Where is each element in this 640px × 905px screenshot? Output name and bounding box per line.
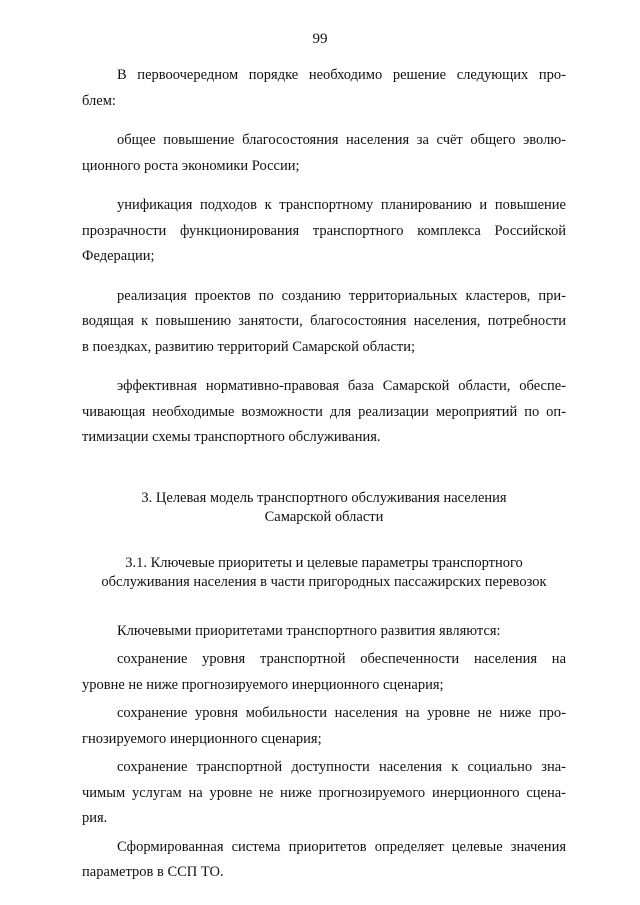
heading-line: обслуживания населения в части пригородных пассажирских перевозок <box>101 573 547 590</box>
priority-paragraph <box>82 755 566 832</box>
text-line: в поездках, развитию территорий Самарской области; <box>82 338 416 355</box>
text-line: прозрачности функционирования транспортного комплекса Российской <box>82 222 566 239</box>
text-fragment: сохранение уровня транспортной обеспеченности населения на <box>117 651 566 667</box>
text-line: блем: <box>82 92 116 109</box>
heading-line: 3. Целевая модель транспортного обслуживания населения <box>141 489 507 506</box>
text-line <box>82 701 566 727</box>
text-fragment: сохранение уровня мобильности населения на уровне не ниже про- <box>117 705 566 721</box>
text-line: Федерации; <box>82 248 155 264</box>
problem-paragraph <box>82 284 566 361</box>
text-line: параметров в ССП ТО. <box>82 864 224 880</box>
text-fragment: Ключевыми приоритетами транспортного развития являются: <box>117 622 501 639</box>
heading-line: 3.1. Ключевые приоритеты и целевые параметры транспортного <box>125 554 523 571</box>
text-line <box>82 284 566 310</box>
page-number: 99 <box>312 31 328 47</box>
text-fragment: В первоочередном порядке необходимо решение следующих про- <box>117 67 566 83</box>
problem-paragraph <box>82 374 566 451</box>
problem-paragraph <box>82 193 566 270</box>
text-fragment: общее повышение благосостояния населения за счёт общего эволю- <box>117 132 566 148</box>
text-line: водящая к повышению занятости, благосостояния населения, потребности <box>82 313 566 329</box>
text-line: ционного роста экономики России; <box>82 157 300 174</box>
text-line <box>82 619 566 645</box>
priorities-intro <box>82 619 566 645</box>
text-line <box>82 755 566 781</box>
subsection-heading <box>82 554 566 592</box>
text-line <box>82 835 566 861</box>
text-fragment: эффективная нормативно-правовая база Самарской области, обеспе- <box>117 378 566 394</box>
page-content <box>82 63 566 886</box>
text-line <box>82 193 566 219</box>
text-line: уровне не ниже прогнозируемого инерционного сценария; <box>82 676 444 693</box>
text-line: рия. <box>82 810 108 826</box>
priority-paragraph <box>82 701 566 752</box>
text-line: чимым услугам на уровне не ниже прогнозируемого инерционного сцена- <box>82 784 566 801</box>
text-fragment: сохранение транспортной доступности населения к социально зна- <box>117 759 566 775</box>
text-line <box>82 128 566 154</box>
intro-paragraph <box>82 63 566 114</box>
heading-line: Самарской области <box>264 508 384 525</box>
conclusion-paragraph <box>82 835 566 886</box>
problem-paragraph <box>82 128 566 179</box>
section-heading <box>82 489 566 527</box>
text-line <box>82 63 566 89</box>
priority-paragraph <box>82 647 566 698</box>
text-line <box>82 374 566 400</box>
text-fragment: унификация подходов к транспортному планированию и повышение <box>117 197 566 213</box>
text-line: гнозируемого инерционного сценария; <box>82 730 322 747</box>
text-line: чивающая необходимые возможности для реализации мероприятий по оп- <box>82 403 566 420</box>
text-fragment: Сформированная система приоритетов определяет целевые значения <box>117 838 566 855</box>
text-fragment: реализация проектов по созданию территориальных кластеров, при- <box>117 287 566 304</box>
text-line <box>82 647 566 673</box>
text-line: тимизации схемы транспортного обслуживания. <box>82 429 381 445</box>
